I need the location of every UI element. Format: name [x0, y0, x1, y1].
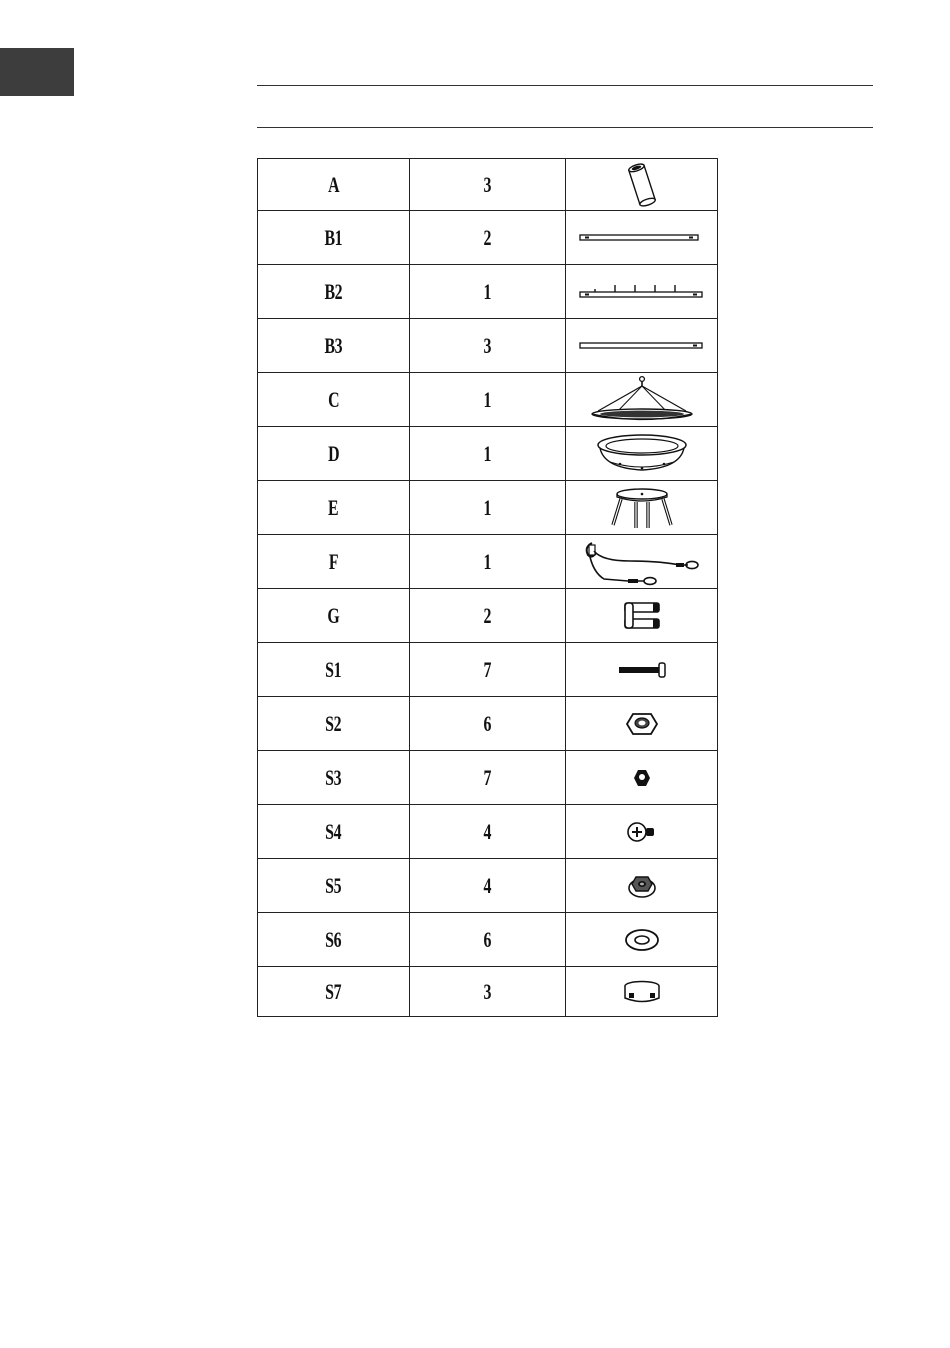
table-row: [258, 481, 718, 535]
part-quantity: 3: [483, 978, 492, 1004]
table-row: [258, 265, 718, 319]
part-id: E: [328, 494, 339, 520]
table-row: [258, 373, 718, 427]
table-row: [258, 643, 718, 697]
header-rule-bottom: [257, 127, 873, 128]
table-row: [258, 751, 718, 805]
hook-bar-icon: [577, 281, 707, 303]
part-quantity: 4: [483, 818, 492, 844]
cap-icon: [620, 978, 664, 1006]
table-row: [258, 913, 718, 967]
rod-icon: [577, 336, 707, 356]
part-quantity: 3: [483, 171, 492, 197]
part-quantity: 7: [483, 656, 492, 682]
part-id: S2: [325, 710, 342, 736]
stand-icon: [607, 485, 677, 531]
header-rule-top: [257, 85, 873, 86]
table-row: [258, 319, 718, 373]
part-quantity: 1: [483, 440, 492, 466]
table-row: [258, 535, 718, 589]
part-id: F: [328, 548, 339, 574]
part-quantity: 2: [483, 602, 492, 628]
parts-table: [257, 158, 718, 1017]
table-row: [258, 805, 718, 859]
part-id: B1: [324, 224, 343, 250]
part-id: S6: [325, 926, 342, 952]
table-row: [258, 159, 718, 211]
table-row: [258, 427, 718, 481]
part-id: G: [327, 602, 340, 628]
part-id: S7: [325, 978, 342, 1004]
hanging-grill-grate-icon: [586, 375, 698, 425]
clamp-icon: [619, 598, 665, 634]
part-quantity: 1: [483, 278, 492, 304]
table-row: [258, 211, 718, 265]
part-id: S3: [325, 764, 342, 790]
part-quantity: 6: [483, 926, 492, 952]
table-row: [258, 967, 718, 1017]
lock-nut-icon: [624, 709, 660, 739]
part-quantity: 2: [483, 224, 492, 250]
part-id: A: [327, 171, 340, 197]
part-quantity: 1: [483, 494, 492, 520]
language-tab: [0, 48, 74, 96]
table-row: [258, 589, 718, 643]
part-id: S5: [325, 872, 342, 898]
rod-icon: [577, 228, 707, 248]
part-quantity: 4: [483, 872, 492, 898]
part-quantity: 1: [483, 386, 492, 412]
part-quantity: 3: [483, 332, 492, 358]
screw-icon: [625, 820, 659, 844]
washer-icon: [622, 926, 662, 954]
table-row: [258, 859, 718, 913]
part-id: C: [327, 386, 340, 412]
part-quantity: 6: [483, 710, 492, 736]
part-quantity: 1: [483, 548, 492, 574]
table-row: [258, 697, 718, 751]
part-id: S1: [325, 656, 342, 682]
tube-sleeve-icon: [602, 161, 682, 209]
part-id: B2: [324, 278, 343, 304]
bolt-icon: [615, 660, 669, 680]
part-quantity: 7: [483, 764, 492, 790]
chain-hook-icon: [580, 537, 704, 587]
part-id: S4: [325, 818, 342, 844]
part-id: B3: [324, 332, 343, 358]
flange-nut-icon: [626, 871, 658, 901]
fire-bowl-icon: [594, 432, 690, 476]
part-id: D: [327, 440, 340, 466]
small-nut-icon: [632, 767, 652, 789]
